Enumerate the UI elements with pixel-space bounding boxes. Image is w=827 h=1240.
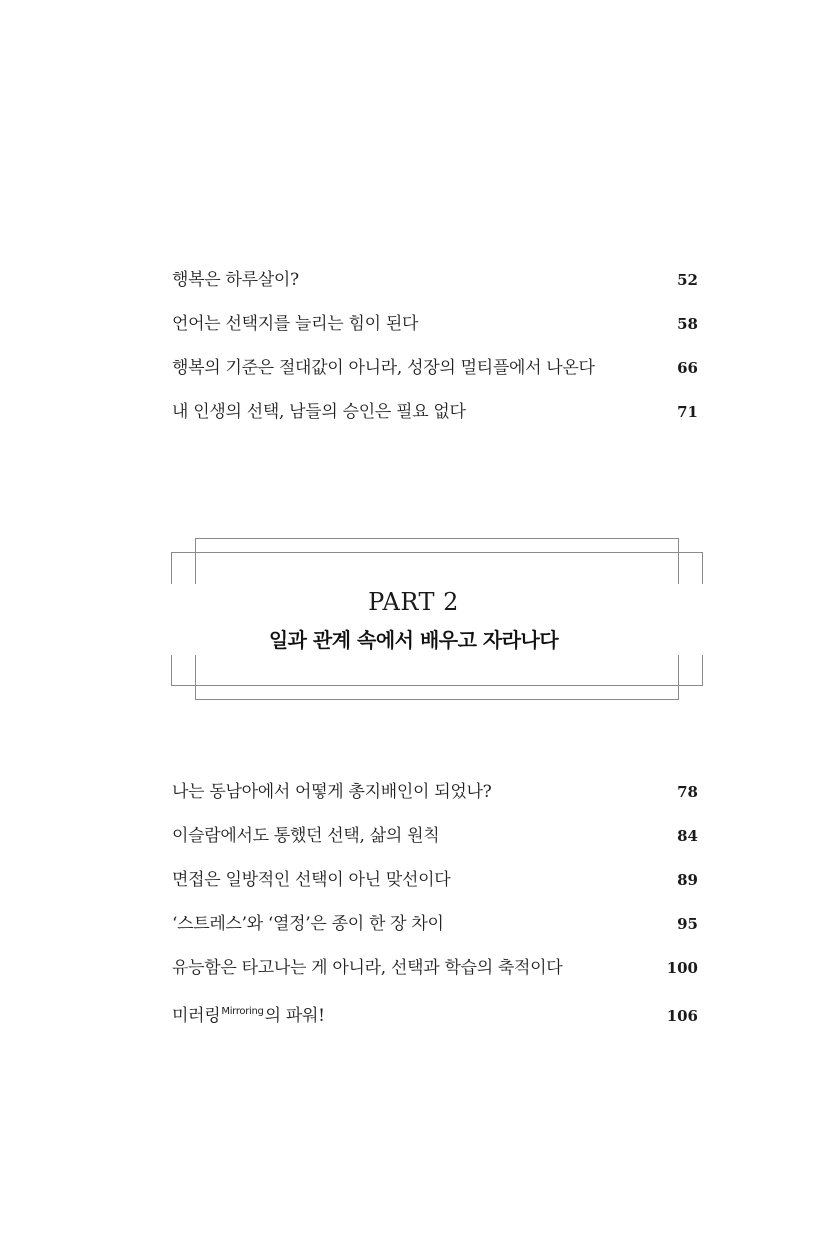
toc-entry[interactable] [172, 994, 698, 1038]
toc-entry-page: 106 [666, 1007, 698, 1025]
toc-entry-page: 95 [677, 915, 698, 933]
toc-entry[interactable] [172, 306, 698, 350]
toc-entry-title: 언어는 선택지를 늘리는 힘이 된다 [172, 314, 419, 334]
toc-entry[interactable] [172, 350, 698, 394]
frame-line [702, 552, 703, 584]
toc-entry-page: 84 [677, 827, 698, 845]
toc-entry-title: 행복의 기준은 절대값이 아니라, 성장의 멀티플에서 나온다 [172, 358, 595, 378]
toc-entry[interactable] [172, 774, 698, 818]
toc-entry[interactable] [172, 262, 698, 306]
toc-entry-title: 이슬람에서도 통했던 선택, 삶의 원칙 [172, 826, 440, 846]
frame-line [171, 655, 172, 686]
toc-entry-title-superscript: Mirroring [221, 1006, 264, 1017]
frame-line [171, 685, 703, 686]
toc-entry[interactable] [172, 862, 698, 906]
toc-entry-page: 58 [677, 315, 698, 333]
toc-entry-page: 66 [677, 359, 698, 377]
toc-entry-title-main: 미러링 [172, 1006, 221, 1026]
toc-list-bottom [172, 774, 698, 1038]
part-title: 일과 관계 속에서 배우고 자라나다 [268, 628, 559, 652]
toc-entry-title: 면접은 일방적인 선택이 아닌 맞선이다 [172, 870, 451, 890]
part-label: PART 2 [368, 588, 459, 616]
toc-entry-title-suffix: 의 파워! [264, 1006, 325, 1026]
frame-line [195, 538, 196, 584]
toc-entry-page: 78 [677, 783, 698, 801]
frame-line [702, 655, 703, 686]
toc-entry-page: 100 [666, 959, 698, 977]
toc-entry-title: 내 인생의 선택, 남들의 승인은 필요 없다 [172, 402, 466, 422]
toc-entry[interactable] [172, 818, 698, 862]
frame-line [678, 655, 679, 700]
frame-line [678, 538, 679, 584]
toc-entry[interactable] [172, 906, 698, 950]
frame-line [171, 552, 703, 553]
frame-line [195, 538, 679, 539]
toc-entry-title: 행복은 하루살이? [172, 270, 299, 290]
toc-entry[interactable] [172, 950, 698, 994]
toc-entry-page: 71 [677, 403, 698, 421]
toc-list-top [172, 262, 698, 438]
toc-entry[interactable] [172, 394, 698, 438]
toc-entry-page: 52 [677, 271, 698, 289]
toc-entry-title: 나는 동남아에서 어떻게 총지배인이 되었나? [172, 782, 492, 802]
frame-line [171, 552, 172, 584]
toc-entry-title: ‘스트레스’와 ‘열정’은 종이 한 장 차이 [172, 914, 444, 934]
toc-entry-page: 89 [677, 871, 698, 889]
toc-entry-title: 유능함은 타고나는 게 아니라, 선택과 학습의 축적이다 [172, 958, 563, 978]
part-header-frame [171, 538, 704, 700]
toc-entry-title [172, 994, 325, 1034]
frame-line [195, 655, 196, 700]
frame-line [195, 699, 679, 700]
